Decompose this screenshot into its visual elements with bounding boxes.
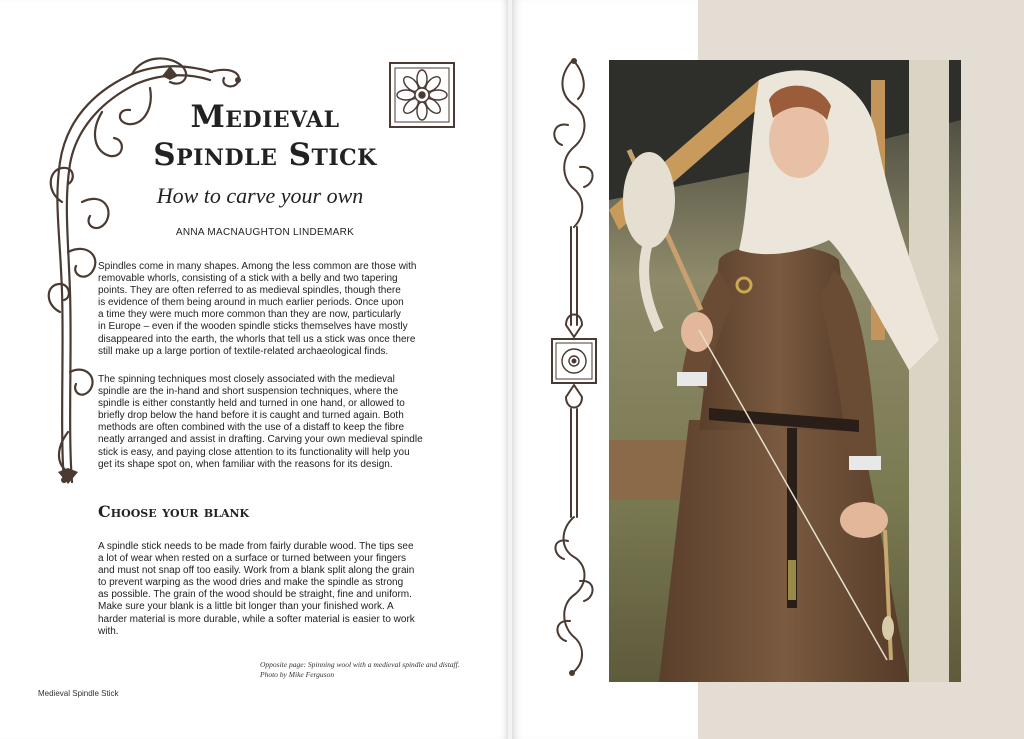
article-title <box>150 98 380 174</box>
title-line-2: Spindle Stick <box>153 137 377 173</box>
page-footer: Medieval Spindle Stick <box>38 689 119 698</box>
author-byline: ANNA MACNAUGHTON LINDEMARK <box>175 227 355 238</box>
title-line-1: Medieval <box>190 99 340 135</box>
blank-paragraph: A spindle stick needs to be made from fairly durable wood. The tips see a lot of wear when rested on a surface or turned between your fingers and must not snap off too easily. Work from a blank split along the grain to prevent warping as the wood dries and make the spindle as strong as possible. The grain of the wood should be straight, fine and uniform. Make sure your blank is a little bit longer than your finished work. A harder material is more durable, while a softer material is easier to work with. <box>98 541 415 637</box>
spinning-woman-photo <box>609 60 961 682</box>
article-subtitle: How to carve your own <box>156 183 364 208</box>
section-heading: Choose your blank <box>98 502 250 521</box>
photo-caption: Opposite page: Spinning wool with a medieval spindle and distaff. Photo by Mike Ferguson <box>260 660 460 679</box>
rosette-tile-ornament <box>388 61 456 129</box>
technique-paragraph: The spinning techniques most closely associated with the medieval spindle are the in-hand and short suspension techniques, where the spindle is either constantly held and turned in one hand, or allowed to briefly drop below the hand before it is caught and turned again. Both methods are often combined with the use of a distaff to keep the fibre neatly arranged and assist in drafting. Carving your own medieval spindle stick is easy, and paying close attention to its functionality will help you get its shape spot on, when familiar with the reasons for its design. <box>98 374 423 470</box>
intro-paragraph: Spindles come in many shapes. Among the less common are those with removable whorls, consisting of a stick with a belly and two tapering points. They are often referred to as medieval spindles, though there is evidence of them being around in much earlier periods. Once upon a time they were much more common than they are now, particularly in Europe – even if the wooden spindle sticks themselves have mostly disappeared into the earth, the whorls that tell us a stick was once there still make up a large portion of textile-related archaeological finds. <box>98 261 417 357</box>
left-page <box>0 0 508 739</box>
vertical-vine-ornament <box>548 55 600 680</box>
